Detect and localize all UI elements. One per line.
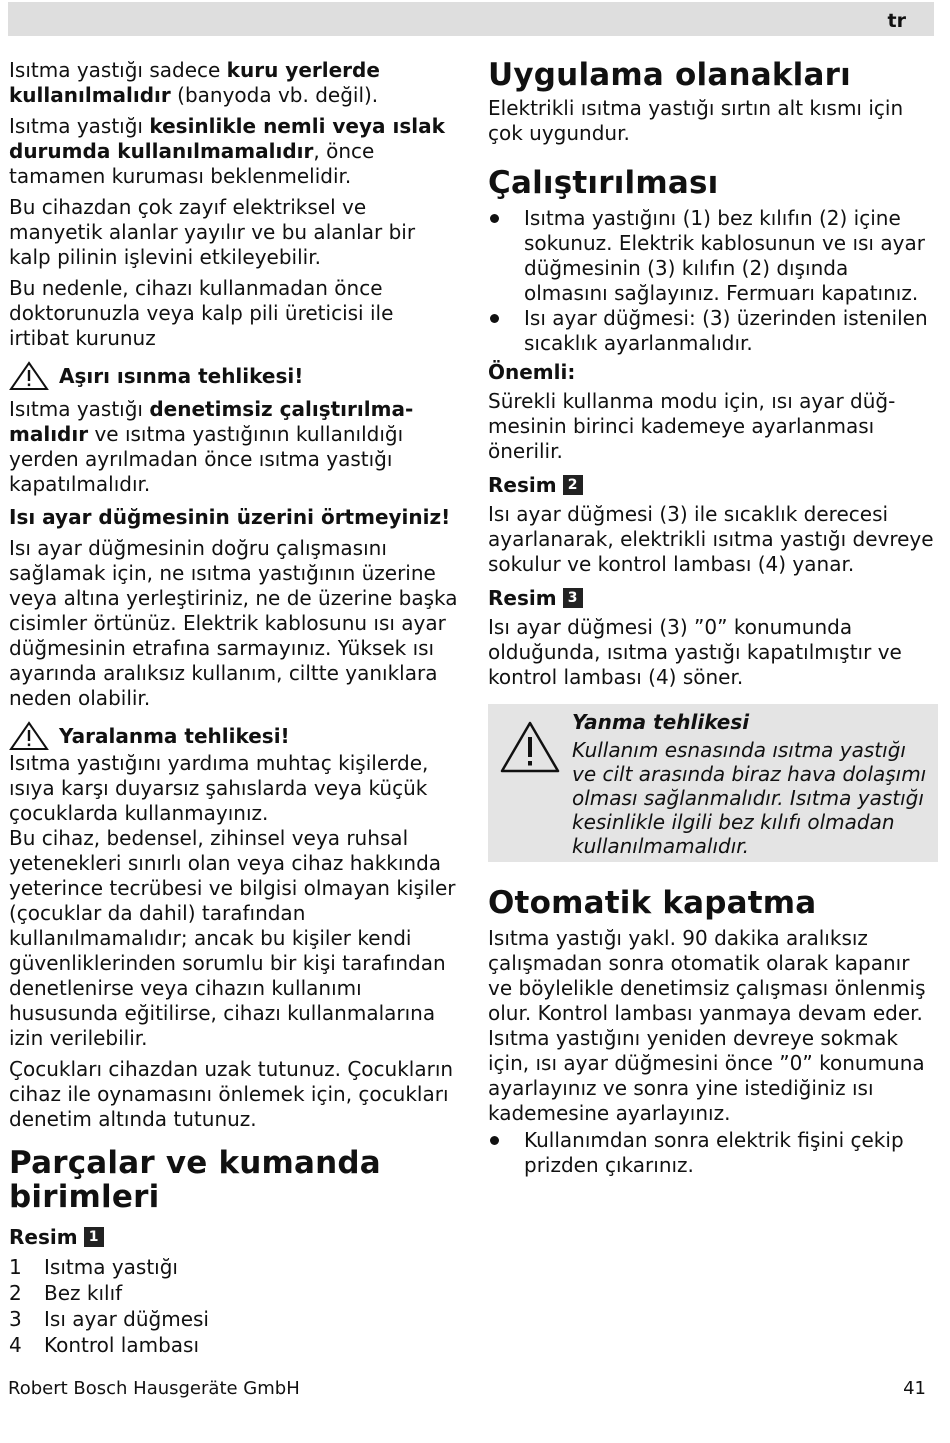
- paragraph-emf: Bu cihazdan çok zayıf elektriksel ve manyetik alanlar yayılır ve bu alanlar bir kalp pilinin işlevini etkileyebilir.: [9, 195, 416, 269]
- language-code: tr: [887, 10, 906, 32]
- warning-injury-heading: Yaralanma tehlikesi!: [9, 721, 459, 751]
- callout-text: Kullanım esnasında ısıtma yastığı ve cilt arasında biraz hava dolaşımı olması sağlanmalıdır. Isıtma yastığı kesinlikle ilgili bez kılıfı olmadan kullanılmamalıdır.: [572, 738, 927, 858]
- left-column: [9, 58, 459, 1358]
- callout-title: Yanma tehlikesi: [572, 710, 750, 734]
- paragraph-unattended: Isıtma yastığı denetimsiz çalıştırılmamalıdır ve ısıtma yastığının kullanıldığı yerden ayrılmadan önce ısıtma yastığı kapatılmalıdır.: [9, 397, 414, 496]
- heading-do-not-cover: Isı ayar düğmesinin üzerini örtmeyiniz!: [9, 505, 451, 529]
- warning-triangle-icon: [9, 361, 49, 391]
- figure-3-label: Resim 3: [488, 585, 938, 611]
- paragraph-wet-use: Isıtma yastığı kesinlikle nemli veya ıslak durumda kullanılmamalıdır, önce tamamen kuruması beklenmelidir.: [9, 114, 445, 188]
- list-item: 2 Bez kılıf: [9, 1281, 123, 1305]
- paragraph-children: Çocukları cihazdan uzak tutunuz. Çocukların cihaz ile oynamasını önlemek için, çocukları denetim altında tutunuz.: [9, 1057, 454, 1131]
- list-item: Kullanımdan sonra elektrik fişini çekip prizden çıkarınız.: [488, 1128, 938, 1178]
- figure-1-label: Resim 1: [9, 1224, 459, 1250]
- paragraph-auto-off: Isıtma yastığı yakl. 90 dakika aralıksız çalışmadan sonra otomatik olarak kapanır ve böylelikle denetimsiz çalışması önlenmiş olur. Kontrol lambası yanmaya devam eder. Isıtma yastığını yeniden devreye sokmak için, ısı ayar düğmesini önce ”0” konumuna ayarlayınız ve sonra yine istediğiniz ısı kademesine ayarlayınız.: [488, 926, 926, 1125]
- burn-warning-callout: [488, 704, 938, 862]
- list-item: 4 Kontrol lambası: [9, 1333, 200, 1357]
- figure-number-box: 1: [84, 1227, 104, 1247]
- warning-overheat-heading: Aşırı ısınma tehlikesi!: [9, 361, 459, 391]
- header-bar: [8, 2, 934, 36]
- paragraph-figure-3: Isı ayar düğmesi (3) ”0” konumunda olduğunda, ısıtma yastığı kapatılmıştır ve kontrol lambası (4) söner.: [488, 615, 902, 689]
- paragraph-usage: Elektrikli ısıtma yastığı sırtın alt kısmı için çok uygundur.: [488, 96, 904, 145]
- page-number: 41: [903, 1378, 926, 1399]
- parts-list: [9, 1254, 459, 1358]
- right-column: [488, 58, 938, 1178]
- paragraph-figure-2: Isı ayar düğmesi (3) ile sıcaklık derecesi ayarlanarak, elektrikli ısıtma yastığı devreye sokulur ve kontrol lambası (4) yanar.: [488, 502, 934, 576]
- heading-important: Önemli:: [488, 360, 576, 384]
- operation-bullets: [488, 206, 938, 356]
- heading-parts: Parçalar ve kumanda birimleri: [9, 1145, 381, 1215]
- heading-operation: Çalıştırılması: [488, 165, 719, 201]
- footer-company: Robert Bosch Hausgeräte GmbH: [8, 1378, 300, 1399]
- paragraph-doctor: Bu nedenle, cihazı kullanmadan önce doktorunuzla veya kalp pili üreticisi ile irtibat kurunuz: [9, 276, 394, 350]
- list-item: 1 Isıtma yastığı: [9, 1255, 178, 1279]
- paragraph-dry-use: Isıtma yastığı sadece kuru yerlerde kullanılmalıdır (banyoda vb. değil).: [9, 58, 380, 107]
- figure-number-box: 2: [563, 475, 583, 495]
- heading-usage: Uygulama olanakları: [488, 57, 851, 93]
- heading-auto-off: Otomatik kapatma: [488, 885, 817, 921]
- auto-off-bullets: [488, 1128, 938, 1178]
- list-item: Isıtma yastığını (1) bez kılıfın (2) içine sokunuz. Elektrik kablosunun ve ısı ayar düğmesinin (3) kılıfın (2) dışında olmasını sağlayınız. Fermuarı kapatınız.: [488, 206, 938, 306]
- figure-2-label: Resim 2: [488, 472, 938, 498]
- figure-number-box: 3: [563, 588, 583, 608]
- list-item: 3 Isı ayar düğmesi: [9, 1307, 209, 1331]
- paragraph-controller: Isı ayar düğmesinin doğru çalışmasını sağlamak için, ne ısıtma yastığının üzerine veya altına yerleştiriniz, ne de üzerine başka cisimler örtünüz. Elektrik kablosunu ısı ayar düğmesinin etrafına sarmayınız. Yüksek ısı ayarında aralıksız kullanım, ciltte yanıklara neden olabilir.: [9, 536, 458, 710]
- paragraph-restrictions: Bu cihaz, bedensel, zihinsel veya ruhsal yetenekleri sınırlı olan veya cihaz hakkında yeterince tecrübesi ve bilgisi olmayan kişiler (çocuklar da dahil) tarafından kullanılmamalıdır; ancak bu kişiler kendi güvenliklerinden sorumlu bir kişi tarafından denetlenirse veya cihazın kullanımı hususunda eğitilirse, cihazı kullanmalarına izin verilebilir.: [9, 826, 456, 1050]
- warning-triangle-icon: [499, 720, 561, 774]
- warning-triangle-icon: [9, 721, 49, 751]
- paragraph-important: Sürekli kullanma modu için, ısı ayar düğmesinin birinci kademeye ayarlanması önerilir.: [488, 389, 896, 463]
- list-item: Isı ayar düğmesi: (3) üzerinden istenilen sıcaklık ayarlanmalıdır.: [488, 306, 938, 356]
- paragraph-vulnerable: Isıtma yastığını yardıma muhtaç kişilerde, ısıya karşı duyarsız şahıslarda veya küçük çocuklarda kullanmayınız.: [9, 751, 429, 825]
